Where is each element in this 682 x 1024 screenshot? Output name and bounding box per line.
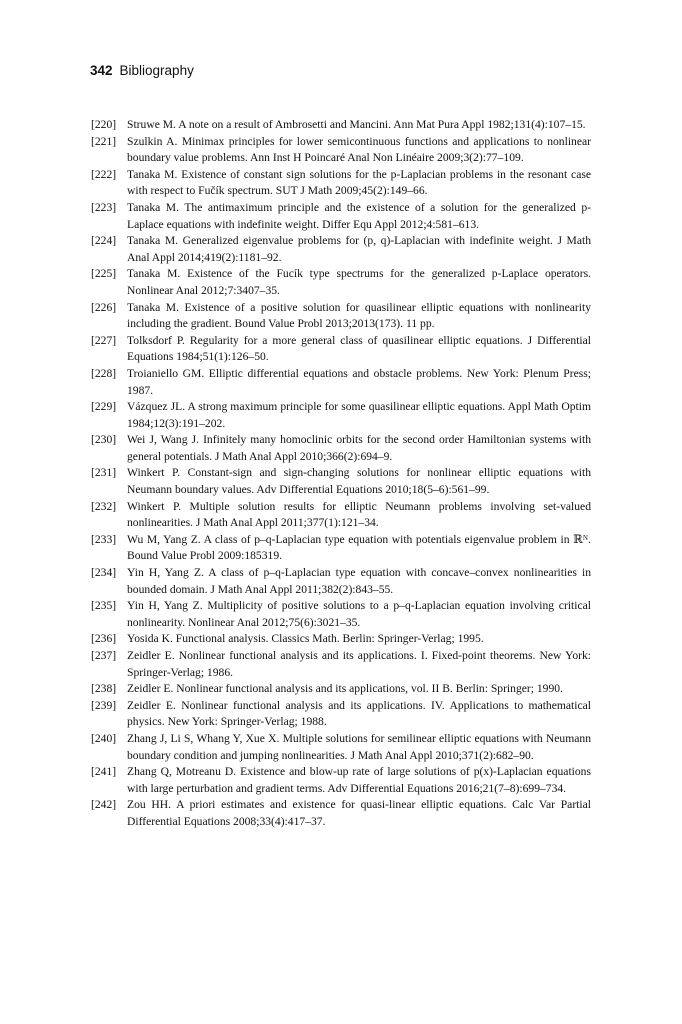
reference-text: Zou HH. A priori estimates and existence for quasi-linear elliptic equations. Calc Var Partial Differential Equations 2008;33(4):417–37. xyxy=(127,798,591,828)
reference-entry xyxy=(91,731,591,764)
reference-number: [226] xyxy=(91,300,117,314)
reference-entry xyxy=(91,432,591,465)
reference-number: [236] xyxy=(91,632,117,646)
reference-entry xyxy=(91,233,591,266)
reference-entry xyxy=(91,465,591,498)
reference-text: Zhang J, Li S, Whang Y, Xue X. Multiple solutions for semilinear elliptic equations with Neumann boundary condition and jumping nonlinearities. J Math Anal Appl 2010;371(2):682–90. xyxy=(127,731,591,762)
reference-number: [229] xyxy=(91,400,117,414)
reference-text: Vázquez JL. A strong maximum principle for some quasilinear elliptic equations. Appl Math Optim 1984;12(3):191–202. xyxy=(127,400,591,430)
reference-entry xyxy=(91,681,591,698)
reference-text: Winkert P. Constant-sign and sign-changing solutions for nonlinear elliptic equations with Neumann boundary values. Adv Differential Equations 2010;18(5–6):561–99. xyxy=(127,466,591,497)
reference-number: [220] xyxy=(91,118,117,131)
reference-number: [231] xyxy=(91,466,117,480)
reference-text: Tanaka M. Existence of constant sign solutions for the p-Laplacian problems in the resonant case with respect to Fučík spectrum. SUT J Math 2009;45(2):149–66. xyxy=(127,167,591,198)
reference-number: [241] xyxy=(91,765,117,779)
reference-number: [232] xyxy=(91,499,117,513)
reference-number: [235] xyxy=(91,599,117,613)
reference-text: Tolksdorf P. Regularity for a more general class of quasilinear elliptic equations. J Differential Equations 1984;51(1):126–50. xyxy=(127,333,591,364)
reference-text: Zhang Q, Motreanu D. Existence and blow-up rate of large solutions of p(x)-Laplacian equations with large perturbation and gradient terms. Adv Differential Equations 2016;21(7–8):699–734. xyxy=(127,765,591,795)
reference-number: [227] xyxy=(91,333,117,347)
reference-entry xyxy=(91,565,591,598)
reference-number: [224] xyxy=(91,234,117,248)
reference-number: [233] xyxy=(91,532,117,546)
reference-entry xyxy=(91,333,591,366)
bibliography-list xyxy=(91,117,591,831)
reference-text: Zeidler E. Nonlinear functional analysis and its applications. I. Fixed-point theorems. New York: Springer-Verlag; 1986. xyxy=(127,649,591,679)
page-number: 342 xyxy=(90,63,113,78)
reference-entry xyxy=(91,266,591,299)
reference-number: [225] xyxy=(91,267,117,281)
reference-text: Szulkin A. Minimax principles for lower semicontinuous functions and applications to nonlinear boundary value problems. Ann Inst H Poincaré Anal Non Linéaire 2009;3(2):77–109. xyxy=(127,134,591,165)
reference-entry xyxy=(91,648,591,681)
reference-entry xyxy=(91,631,591,648)
reference-entry xyxy=(91,698,591,731)
reference-text: Tanaka M. Generalized eigenvalue problems for (p, q)-Laplacian with indefinite weight. J Math Anal Appl 2014;419(2):1181–92. xyxy=(127,234,591,264)
reference-text: Tanaka M. Existence of the Fucík type spectrums for the generalized p-Laplace operators. Nonlinear Anal 2012;7:3407–35. xyxy=(127,267,591,297)
reference-number: [237] xyxy=(91,649,117,662)
reference-entry xyxy=(91,499,591,532)
reference-text: Tanaka M. The antimaximum principle and the existence of a solution for the generalized p-Laplace equations with indefinite weight. Differ Equ Appl 2012;4:581–613. xyxy=(127,200,591,231)
reference-entry xyxy=(91,167,591,200)
reference-text: Yosida K. Functional analysis. Classics Math. Berlin: Springer-Verlag; 1995. xyxy=(127,632,484,646)
reference-text: Wei J, Wang J. Infinitely many homoclinic orbits for the second order Hamiltonian systems with general potentials. J Math Anal Appl 2010;366(2):694–9. xyxy=(127,433,591,463)
reference-text: Zeidler E. Nonlinear functional analysis and its applications. IV. Applications to mathematical physics. New York: Springer-Verlag; 1988. xyxy=(127,698,591,729)
reference-text: Wu M, Yang Z. A class of p–q-Laplacian type equation with potentials eigenvalue problem in ℝᴺ. Bound Value Probl 2009:185319. xyxy=(127,532,591,563)
reference-number: [240] xyxy=(91,731,117,745)
reference-text: Yin H, Yang Z. Multiplicity of positive solutions to a p–q-Laplacian equation involving critical nonlinearity. Nonlinear Anal 2012;75(6):3021–35. xyxy=(127,599,591,629)
reference-entry xyxy=(91,797,591,830)
reference-text: Troianiello GM. Elliptic differential equations and obstacle problems. New York: Plenum Press; 1987. xyxy=(127,366,591,397)
reference-number: [223] xyxy=(91,200,117,214)
reference-entry xyxy=(91,200,591,233)
reference-text: Winkert P. Multiple solution results for elliptic Neumann problems involving set-valued nonlinearities. J Math Anal Appl 2011;377(1):121–34. xyxy=(127,499,591,530)
reference-entry xyxy=(91,532,591,565)
section-title: Bibliography xyxy=(119,63,194,78)
reference-text: Struwe M. A note on a result of Ambrosetti and Mancini. Ann Mat Pura Appl 1982;131(4):107–15. xyxy=(127,118,586,131)
reference-number: [221] xyxy=(91,134,117,148)
reference-number: [239] xyxy=(91,698,117,712)
reference-entry xyxy=(91,764,591,797)
reference-text: Yin H, Yang Z. A class of p–q-Laplacian type equation with concave–convex nonlinearities in bounded domain. J Math Anal Appl 2011;382(2):843–55. xyxy=(127,566,591,596)
reference-number: [242] xyxy=(91,798,117,812)
reference-entry xyxy=(91,366,591,399)
reference-number: [222] xyxy=(91,167,117,181)
reference-entry xyxy=(91,134,591,167)
running-header xyxy=(90,63,194,78)
reference-text: Zeidler E. Nonlinear functional analysis and its applications, vol. II B. Berlin: Springer; 1990. xyxy=(127,682,563,696)
reference-text: Tanaka M. Existence of a positive solution for quasilinear elliptic equations with nonlinearity including the gradient. Bound Value Probl 2013;2013(173). 11 pp. xyxy=(127,300,591,331)
reference-entry xyxy=(91,300,591,333)
reference-entry xyxy=(91,399,591,432)
reference-number: [230] xyxy=(91,433,117,447)
reference-number: [234] xyxy=(91,566,117,580)
reference-entry xyxy=(91,117,591,134)
reference-number: [238] xyxy=(91,682,117,696)
reference-number: [228] xyxy=(91,366,117,380)
reference-entry xyxy=(91,598,591,631)
